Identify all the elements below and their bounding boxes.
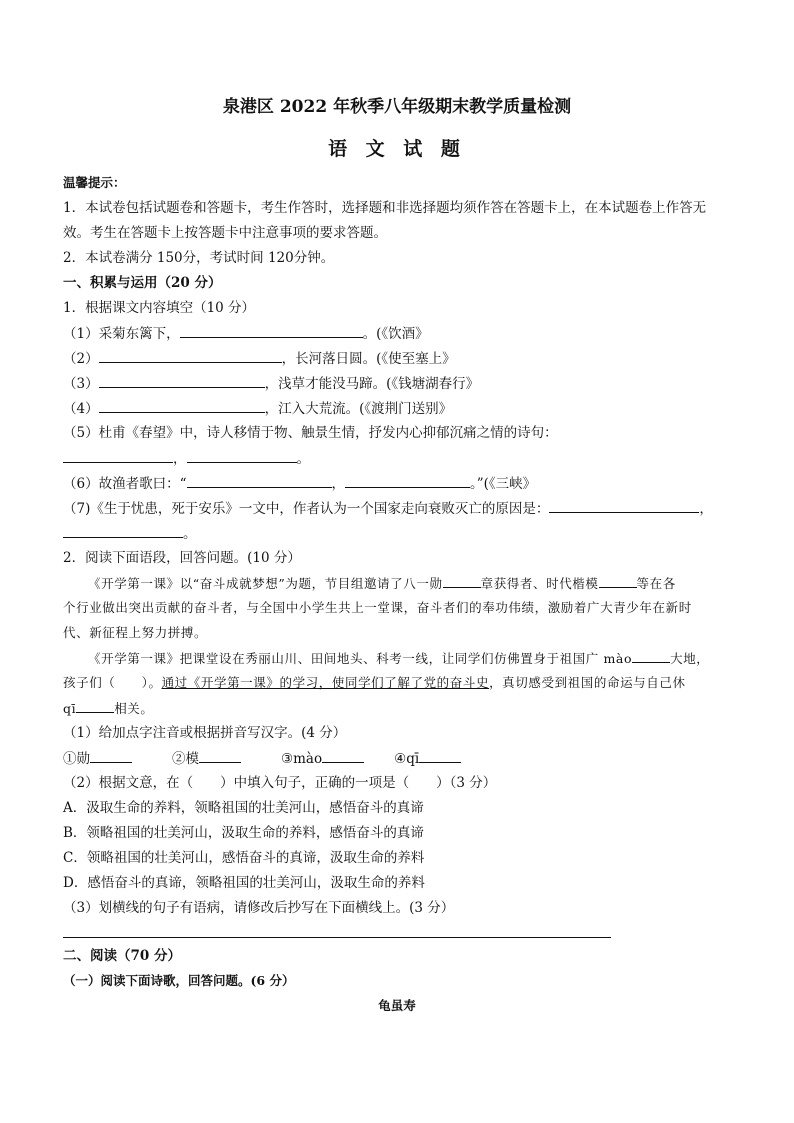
q1-item-7-prompt: （7)《生于忧患，死于安乐》一文中，作者认为一个国家走向衰败灭亡的原因是： — [63, 501, 550, 517]
q1-item-6-source: 。”(《三峡》 — [470, 476, 537, 492]
passage-text: 《开学第一课》把课堂设在秀丽山川、田间地头、科考一线，让同学们仿佛置身于祖国广 mào — [88, 651, 633, 666]
notice-heading: 温馨提示： — [63, 175, 126, 190]
answer-blank[interactable] — [443, 573, 481, 588]
q1-item-4 — [63, 398, 452, 419]
answer-blank[interactable] — [63, 523, 183, 538]
q1-item-7-answer — [63, 523, 197, 544]
answer-blank[interactable] — [322, 748, 364, 763]
passage-text: 孩子们（ ）。 — [63, 675, 162, 690]
q1-item-6 — [63, 473, 536, 494]
passage-2-line-1 — [88, 648, 709, 669]
q1-item-2 — [63, 348, 456, 369]
passage-text: 大地， — [670, 651, 710, 666]
q1-item-4-source: ，江入大荒流。(《渡荆门送别》 — [264, 401, 453, 417]
answer-blank[interactable] — [632, 648, 670, 663]
q1-item-5: （5）杜甫《春望》中，诗人移情于物、触景生情，抒发内心抑郁沉痛之情的诗句： — [63, 425, 558, 441]
underlined-sentence: 通过《开学第一课》的学习，使同学们了解了党的奋斗史 — [161, 675, 490, 690]
page-title: 泉港区 2022 年秋季八年级期末教学质量检测 — [222, 97, 572, 117]
q2-sub-1-options — [63, 748, 461, 769]
answer-blank[interactable] — [63, 448, 173, 463]
answer-blank[interactable] — [90, 748, 132, 763]
notice-item-1-line-2: 效。考生在答题卡上按答题卡中注意事项的要求答题。 — [63, 225, 387, 241]
answer-blank[interactable] — [99, 398, 265, 413]
q1-item-4-prompt: （4） — [63, 401, 99, 417]
end-mark: 。 — [296, 451, 310, 467]
q1-item-7 — [63, 498, 713, 519]
option-d[interactable]: D．感悟奋斗的真谛，领略祖国的壮美河山，汲取生命的养料 — [63, 875, 425, 891]
answer-line[interactable] — [63, 937, 611, 938]
passage-1-line-3: 代、新征程上努力拼搏。 — [63, 625, 208, 640]
q1-item-5-answer — [63, 448, 310, 469]
q2-sub-3: （3）划横线的句子有语病，请修改后抄写在下面横线上。(3 分） — [63, 900, 455, 916]
q2-sub-2: （2）根据文意，在（ ）中填入句子，正确的一项是（ ）（3 分） — [63, 775, 497, 791]
notice-item-2: 2．本试卷满分 150分，考试时间 120分钟。 — [63, 250, 335, 266]
answer-blank[interactable] — [419, 748, 461, 763]
q1-item-1-prompt: （1）采菊东篱下， — [63, 326, 180, 342]
end-mark: 。 — [183, 526, 197, 542]
answer-blank[interactable] — [549, 498, 699, 513]
answer-blank[interactable] — [199, 748, 241, 763]
separator: ， — [173, 451, 187, 467]
passage-2-line-2 — [63, 673, 686, 693]
option-label: ③mào — [281, 751, 323, 767]
passage-text: ，真切感受到祖国的命运与自己休 — [489, 675, 686, 690]
answer-blank[interactable] — [99, 373, 265, 388]
option-label: ④qī — [394, 751, 420, 767]
option-a[interactable]: A．汲取生命的养料，领略祖国的壮美河山，感悟奋斗的真谛 — [63, 800, 424, 816]
poem-title: 龟虽寿 — [378, 998, 416, 1013]
passage-text: 相关。 — [114, 701, 154, 716]
option-c[interactable]: C．领略祖国的壮美河山，感悟奋斗的真谛，汲取生命的养料 — [63, 850, 425, 866]
answer-blank[interactable] — [187, 473, 332, 488]
option-label: ①勋 — [63, 751, 90, 767]
passage-text: qī — [63, 701, 77, 716]
section-2-part-1: （一）阅读下面诗歌，回答问题。(6 分） — [63, 973, 295, 988]
answer-blank[interactable] — [180, 323, 363, 338]
option-label: ②模 — [172, 751, 199, 767]
section-1-heading: 一、积累与运用（20 分） — [63, 275, 222, 291]
q1-item-1 — [63, 323, 429, 344]
section-2-heading: 二、阅读（70 分） — [63, 948, 181, 964]
notice-item-1-line-1: 1．本试卷包括试题卷和答题卡，考生作答时，选择题和非选择题均须作答在答题卡上，在本试题卷上作答无 — [63, 200, 707, 216]
question-2-stem: 2．阅读下面语段，回答问题。(10 分） — [63, 550, 301, 566]
passage-text: 《开学第一课》以“奋斗成就梦想”为题，节目组邀请了八一勋 — [88, 576, 443, 591]
q1-item-2-prompt: （2） — [63, 351, 99, 367]
q1-item-3-prompt: （3） — [63, 376, 99, 392]
q2-sub-1: （1）给加点字注音或根据拼音写汉字。(4 分） — [63, 725, 347, 741]
answer-blank[interactable] — [99, 348, 282, 363]
answer-blank[interactable] — [187, 448, 297, 463]
passage-2-line-3 — [63, 698, 154, 719]
passage-1-line-1 — [88, 573, 676, 594]
passage-text: 章获得者、时代楷模 — [480, 576, 599, 591]
q1-item-2-source: ，长河落日圆。(《使至塞上》 — [281, 351, 456, 367]
passage-1-line-2: 个行业做出突出贡献的奋斗者，与全国中小学生共上一堂课，奋斗者们的奉功伟绩，激励着广大青少年在新时 — [63, 600, 692, 615]
answer-blank[interactable] — [345, 473, 470, 488]
q1-item-6-prompt: （6）故渔者歌曰：“ — [63, 476, 187, 492]
q1-item-1-source: 。(《饮酒》 — [362, 326, 429, 342]
passage-text: 等在各 — [636, 576, 676, 591]
option-b[interactable]: B．领略祖国的壮美河山，汲取生命的养料，感悟奋斗的真谛 — [63, 825, 424, 841]
question-1-stem: 1．根据课文内容填空（10 分） — [63, 300, 256, 316]
separator: ， — [699, 501, 713, 517]
q1-item-3 — [63, 373, 479, 394]
answer-blank[interactable] — [76, 698, 114, 713]
answer-blank[interactable] — [599, 573, 637, 588]
q1-item-3-source: ，浅草才能没马蹄。(《钱塘湖春行》 — [264, 376, 480, 392]
page-subtitle: 语 文 试 题 — [328, 138, 466, 160]
separator: ， — [331, 476, 345, 492]
